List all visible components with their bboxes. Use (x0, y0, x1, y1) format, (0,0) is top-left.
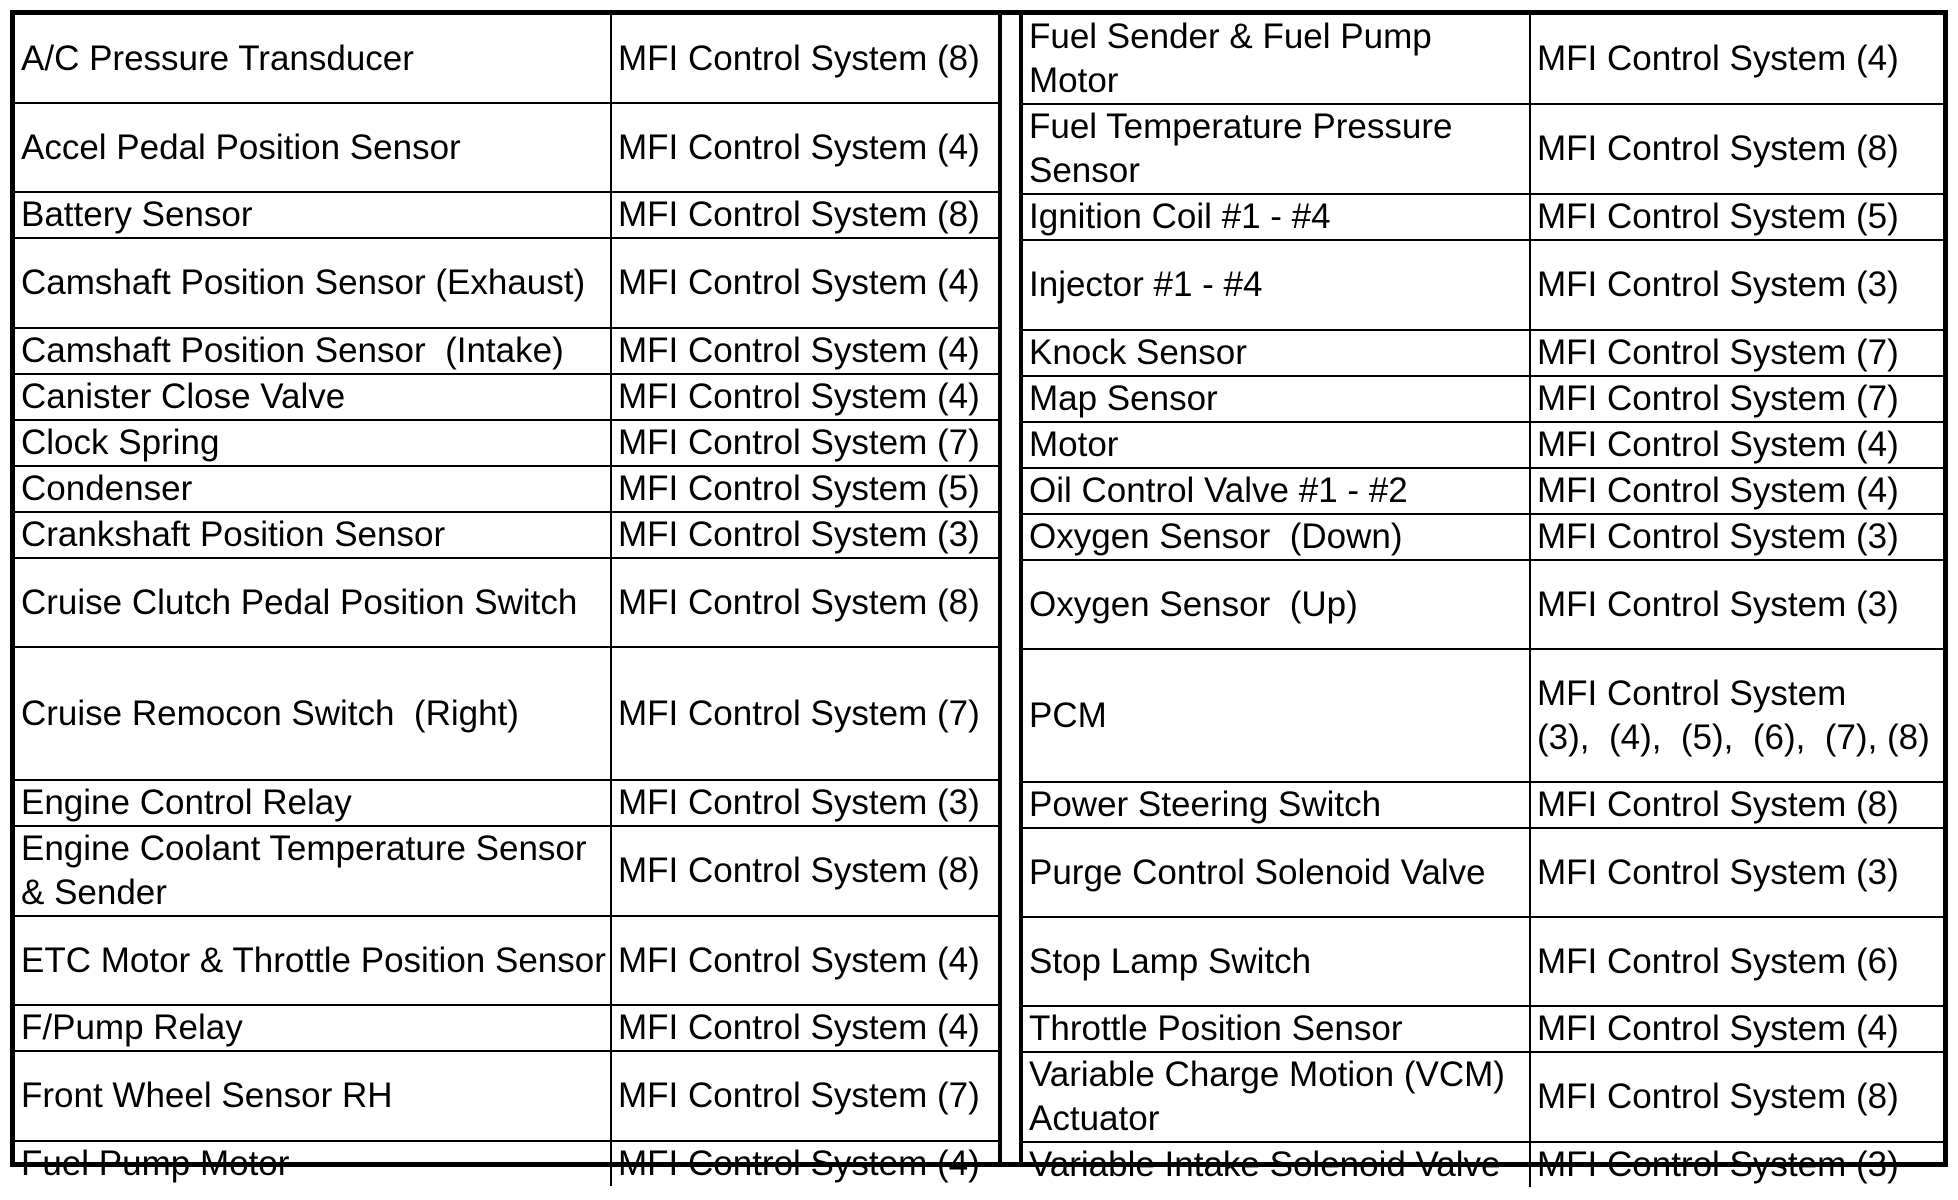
left-half-table (15, 15, 998, 1186)
component-cell: Purge Control Solenoid Valve (1023, 828, 1530, 917)
table-row (15, 1005, 998, 1051)
reference-cell: MFI Control System (3) (611, 512, 998, 558)
table-row (1023, 560, 1943, 649)
reference-cell: MFI Control System (3) (1530, 560, 1943, 649)
table-row (1023, 917, 1943, 1006)
component-cell: Cruise Remocon Switch (Right) (15, 647, 611, 780)
component-cell: PCM (1023, 649, 1530, 782)
component-cell: Knock Sensor (1023, 330, 1530, 376)
reference-cell: MFI Control System (8) (1530, 104, 1943, 194)
table-row (1023, 194, 1943, 240)
table-row (15, 374, 998, 420)
table-row (1023, 104, 1943, 194)
table-row (15, 558, 998, 647)
reference-cell: MFI Control System (4) (1530, 1006, 1943, 1052)
component-cell: Ignition Coil #1 - #4 (1023, 194, 1530, 240)
reference-cell: MFI Control System (4) (611, 328, 998, 374)
component-cell: Cruise Clutch Pedal Position Switch (15, 558, 611, 647)
reference-cell: MFI Control System (4) (611, 103, 998, 192)
component-cell: Front Wheel Sensor RH (15, 1051, 611, 1141)
reference-cell: MFI Control System (4) (611, 1141, 998, 1186)
reference-cell: MFI Control System (3) (1530, 514, 1943, 560)
component-cell: Condenser (15, 466, 611, 512)
component-cell: Battery Sensor (15, 192, 611, 238)
reference-cell: MFI Control System (7) (1530, 376, 1943, 422)
column-separator (998, 15, 1023, 1162)
table-row (1023, 422, 1943, 468)
table-row (15, 238, 998, 328)
table-row (1023, 649, 1943, 782)
table-row (1023, 828, 1943, 917)
reference-cell: MFI Control System (3), (4), (5), (6), (7), (8) (1530, 649, 1943, 782)
table-row (15, 15, 998, 103)
component-cell: Fuel Pump Motor (15, 1141, 611, 1186)
component-cell: Motor (1023, 422, 1530, 468)
component-cell: Engine Coolant Temperature Sensor & Sender (15, 826, 611, 916)
table-row (1023, 1006, 1943, 1052)
reference-cell: MFI Control System (5) (1530, 194, 1943, 240)
component-cell: Fuel Sender & Fuel Pump Motor (1023, 15, 1530, 104)
table-row (15, 1141, 998, 1186)
component-cell: Crankshaft Position Sensor (15, 512, 611, 558)
reference-cell: MFI Control System (8) (611, 15, 998, 103)
reference-cell: MFI Control System (4) (1530, 422, 1943, 468)
component-cell: Oil Control Valve #1 - #2 (1023, 468, 1530, 514)
table-row (15, 916, 998, 1005)
reference-cell: MFI Control System (7) (611, 1051, 998, 1141)
component-cell: Oxygen Sensor (Up) (1023, 560, 1530, 649)
component-cell: Canister Close Valve (15, 374, 611, 420)
component-cell: Camshaft Position Sensor (Intake) (15, 328, 611, 374)
reference-cell: MFI Control System (3) (1530, 1142, 1943, 1187)
table-row (15, 466, 998, 512)
table-row (1023, 15, 1943, 104)
reference-cell: MFI Control System (8) (611, 826, 998, 916)
component-cell: Clock Spring (15, 420, 611, 466)
component-cell: Power Steering Switch (1023, 782, 1530, 828)
table-row (15, 328, 998, 374)
table-row (15, 192, 998, 238)
component-cell: Camshaft Position Sensor (Exhaust) (15, 238, 611, 328)
reference-cell: MFI Control System (8) (611, 558, 998, 647)
reference-cell: MFI Control System (4) (611, 1005, 998, 1051)
reference-cell: MFI Control System (8) (611, 192, 998, 238)
reference-cell: MFI Control System (8) (1530, 1052, 1943, 1142)
table-row (1023, 1052, 1943, 1142)
table-row (1023, 240, 1943, 330)
table-row (15, 1051, 998, 1141)
table-row (15, 420, 998, 466)
reference-cell: MFI Control System (4) (1530, 468, 1943, 514)
table-row (15, 512, 998, 558)
reference-cell: MFI Control System (4) (611, 374, 998, 420)
reference-cell: MFI Control System (7) (611, 647, 998, 780)
component-cell: Stop Lamp Switch (1023, 917, 1530, 1006)
component-cell: ETC Motor & Throttle Position Sensor (15, 916, 611, 1005)
reference-cell: MFI Control System (8) (1530, 782, 1943, 828)
component-index-table (10, 10, 1948, 1184)
component-cell: Variable Charge Motion (VCM) Actuator (1023, 1052, 1530, 1142)
component-cell: Engine Control Relay (15, 780, 611, 826)
table-row (1023, 330, 1943, 376)
table-row (1023, 514, 1943, 560)
table-row (15, 826, 998, 916)
right-half-table (1023, 15, 1943, 1187)
component-cell: Map Sensor (1023, 376, 1530, 422)
table-row (15, 103, 998, 192)
table-row (15, 647, 998, 780)
table-row (1023, 376, 1943, 422)
component-cell: Throttle Position Sensor (1023, 1006, 1530, 1052)
table-row (1023, 1142, 1943, 1187)
reference-cell: MFI Control System (4) (1530, 15, 1943, 104)
reference-cell: MFI Control System (4) (611, 238, 998, 328)
reference-cell: MFI Control System (4) (611, 916, 998, 1005)
component-cell: Oxygen Sensor (Down) (1023, 514, 1530, 560)
reference-cell: MFI Control System (3) (1530, 828, 1943, 917)
component-cell: Fuel Temperature Pressure Sensor (1023, 104, 1530, 194)
component-cell: A/C Pressure Transducer (15, 15, 611, 103)
reference-cell: MFI Control System (6) (1530, 917, 1943, 1006)
component-cell: Variable Intake Solenoid Valve (1023, 1142, 1530, 1187)
component-cell: F/Pump Relay (15, 1005, 611, 1051)
reference-cell: MFI Control System (3) (611, 780, 998, 826)
reference-cell: MFI Control System (3) (1530, 240, 1943, 330)
reference-cell: MFI Control System (5) (611, 466, 998, 512)
table-row (1023, 782, 1943, 828)
component-cell: Injector #1 - #4 (1023, 240, 1530, 330)
reference-cell: MFI Control System (7) (611, 420, 998, 466)
component-cell: Accel Pedal Position Sensor (15, 103, 611, 192)
table-row (1023, 468, 1943, 514)
reference-cell: MFI Control System (7) (1530, 330, 1943, 376)
table-row (15, 780, 998, 826)
